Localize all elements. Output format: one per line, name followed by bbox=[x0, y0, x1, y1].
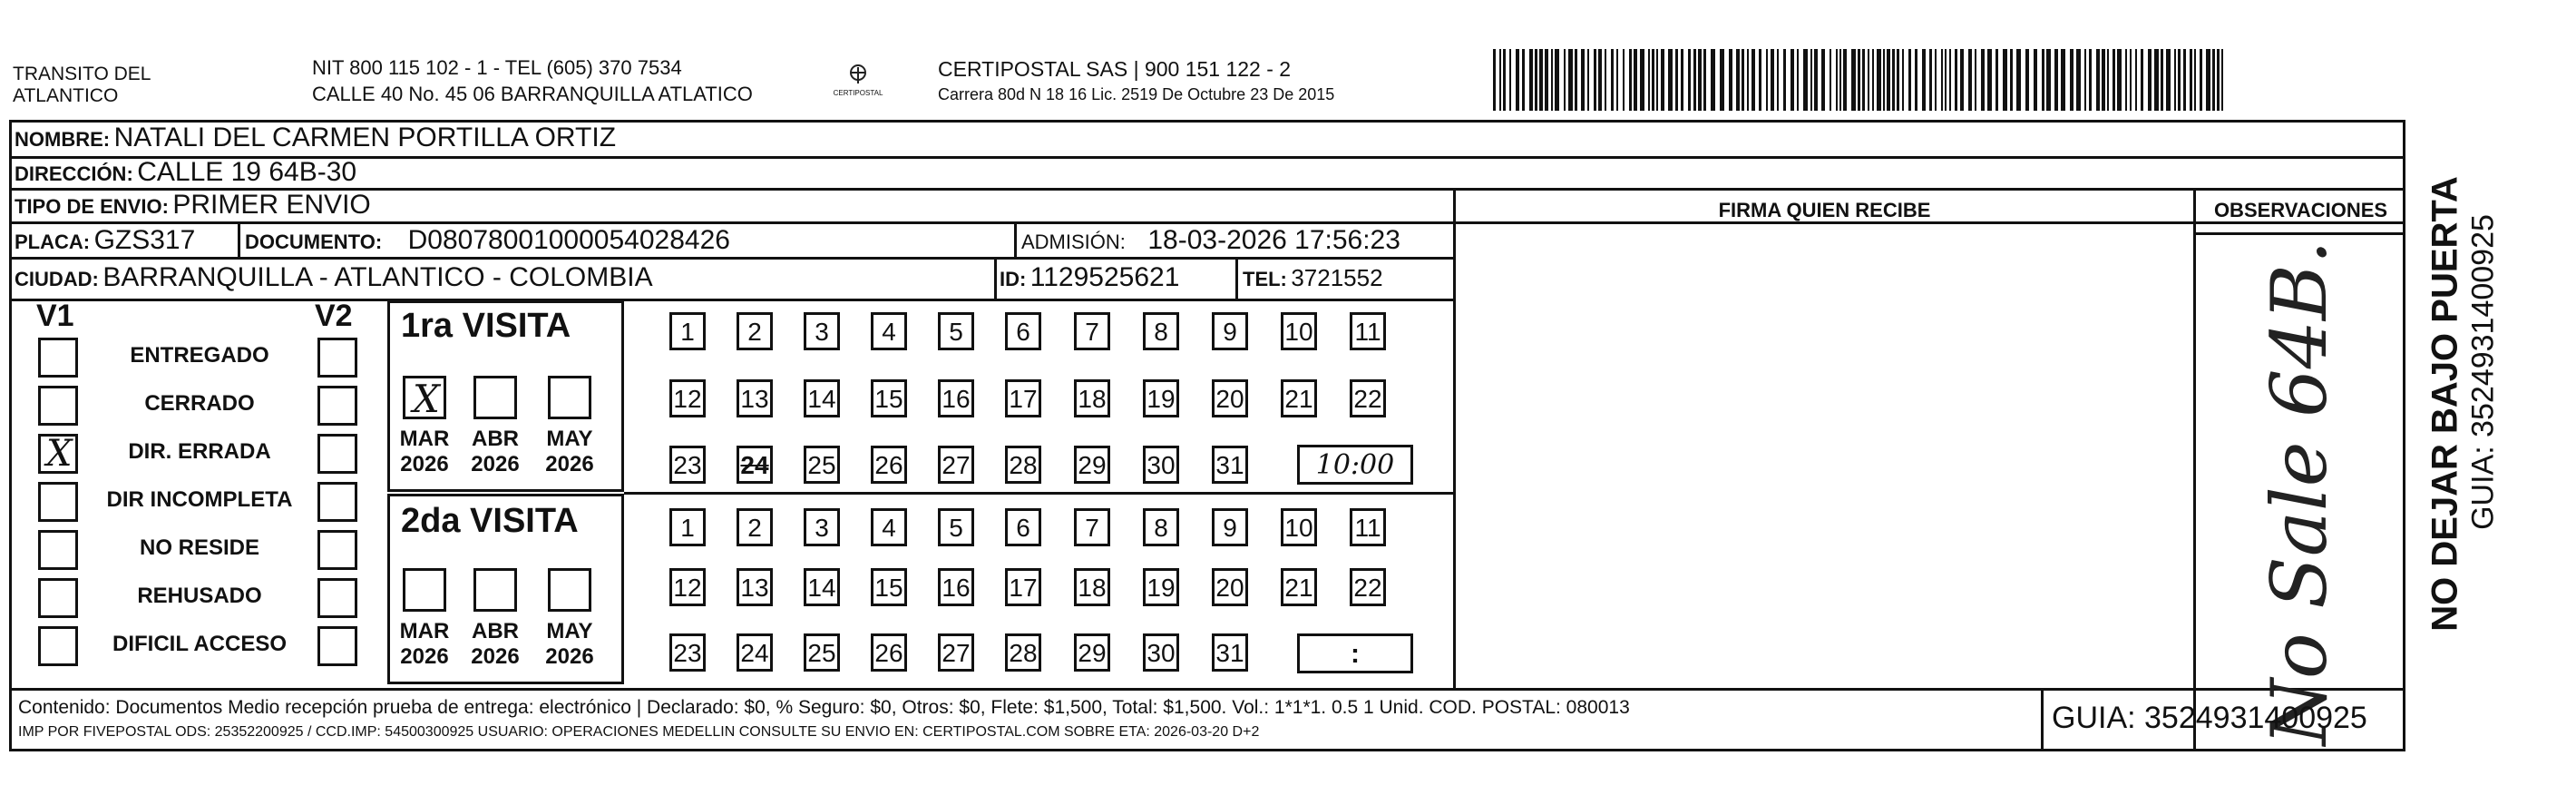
barcode-bar bbox=[1915, 49, 1917, 111]
barcode-bar bbox=[1759, 49, 1761, 111]
barcode-bar bbox=[2141, 49, 2143, 111]
barcode-bar bbox=[1688, 49, 1691, 111]
barcode-bar bbox=[1908, 49, 1911, 111]
barcode-bar bbox=[2183, 49, 2186, 111]
visit2-month-label bbox=[463, 619, 527, 670]
certipostal-logo bbox=[822, 58, 894, 105]
barcode-bar bbox=[1814, 49, 1818, 111]
admission-cell bbox=[1021, 221, 1400, 258]
visit2-day-box[interactable]: 13 bbox=[737, 568, 773, 606]
plate-cell bbox=[15, 221, 195, 258]
barcode-bar bbox=[1877, 49, 1881, 111]
visit2-day-box[interactable]: 9 bbox=[1212, 508, 1248, 546]
barcode-bar bbox=[2174, 49, 2176, 111]
barcode-bar bbox=[1868, 49, 1869, 111]
side-guia: GUIA: 3524931400925 bbox=[2465, 214, 2501, 530]
city: BARRANQUILLA - ATLANTICO - COLOMBIA bbox=[102, 262, 653, 292]
visit1-day-box[interactable]: 28 bbox=[1005, 446, 1041, 484]
visit1-day-box-checked[interactable]: 24 bbox=[737, 446, 773, 484]
visit2-day-box[interactable]: 14 bbox=[804, 568, 840, 606]
status-option-label: ENTREGADO bbox=[130, 343, 269, 368]
barcode-bar bbox=[2084, 49, 2086, 111]
visit2-day-box[interactable]: 16 bbox=[938, 568, 974, 606]
recipient-tel: 3721552 bbox=[1291, 264, 1383, 291]
barcode-bar bbox=[2148, 49, 2152, 111]
barcode-bar bbox=[2166, 49, 2171, 111]
barcode-bar bbox=[1960, 49, 1964, 111]
visit1-day-box[interactable]: 9 bbox=[1212, 312, 1248, 350]
barcode-bar bbox=[1968, 49, 1972, 111]
visit1-month-year: 2026 bbox=[471, 452, 520, 476]
visit1-day-box[interactable]: 18 bbox=[1074, 379, 1110, 417]
barcode-bar bbox=[1892, 49, 1895, 111]
barcode-bar bbox=[1575, 49, 1577, 111]
v2-checkbox[interactable] bbox=[317, 530, 357, 570]
visit1-day-box[interactable]: 3 bbox=[804, 312, 840, 350]
visit2-day-box[interactable]: 27 bbox=[938, 633, 974, 672]
admission-datetime: 18-03-2026 17:56:23 bbox=[1147, 225, 1400, 255]
city-cell bbox=[15, 257, 653, 299]
logo-text: CERTIPOSTAL bbox=[833, 89, 883, 97]
visit2-day-box[interactable]: 1 bbox=[669, 508, 706, 546]
status-option-label: NO RESIDE bbox=[139, 535, 260, 560]
visit1-day-box[interactable]: 15 bbox=[871, 379, 907, 417]
visit2-time: : bbox=[1351, 639, 1360, 669]
barcode-bar bbox=[1693, 49, 1696, 111]
v1-label: V1 bbox=[36, 299, 74, 333]
barcode-bar bbox=[1516, 49, 1519, 111]
barcode-bar bbox=[2054, 49, 2058, 111]
visit1-month-checkbox[interactable] bbox=[473, 376, 517, 419]
barcode-bar bbox=[1945, 49, 1947, 111]
visit2-day-box[interactable]: 30 bbox=[1143, 633, 1179, 672]
visit2-time-box[interactable] bbox=[1297, 633, 1413, 673]
visit1-day-box[interactable]: 8 bbox=[1143, 312, 1179, 350]
visit2-day-box[interactable]: 21 bbox=[1281, 568, 1317, 606]
visit1-day-box[interactable]: 21 bbox=[1281, 379, 1317, 417]
visit1-day-box[interactable]: 7 bbox=[1074, 312, 1110, 350]
barcode-bar bbox=[2125, 49, 2127, 111]
barcode-bar bbox=[1935, 49, 1937, 111]
barcode-bar bbox=[1771, 49, 1774, 111]
barcode-bar bbox=[1839, 49, 1841, 111]
issuer-line-1: TRANSITO DEL bbox=[13, 64, 151, 84]
visit2-day-box[interactable]: 2 bbox=[737, 508, 773, 546]
barcode-bar bbox=[2061, 49, 2065, 111]
issuer-address: CALLE 40 No. 45 06 BARRANQUILLA ATLATICO bbox=[312, 83, 753, 105]
barcode-bar bbox=[1529, 49, 1533, 111]
barcode-bar bbox=[1862, 49, 1865, 111]
barcode-bar bbox=[1555, 49, 1559, 111]
visit1-day-box[interactable]: 16 bbox=[938, 379, 974, 417]
address-row bbox=[15, 156, 356, 189]
name-label: NOMBRE: bbox=[15, 128, 111, 151]
observations-header: OBSERVACIONES bbox=[2213, 199, 2388, 221]
barcode-bar bbox=[2135, 49, 2137, 111]
barcode-bar bbox=[1493, 49, 1496, 111]
v1-checkbox[interactable] bbox=[38, 338, 78, 378]
visit1-month-label bbox=[463, 427, 527, 477]
barcode-bar bbox=[1872, 49, 1874, 111]
visit2-month-checkbox[interactable] bbox=[473, 568, 517, 612]
visit1-time-box[interactable] bbox=[1297, 445, 1413, 485]
barcode-bar bbox=[1535, 49, 1537, 111]
barcode-bar bbox=[2200, 49, 2202, 111]
visit2-day-box[interactable]: 18 bbox=[1074, 568, 1110, 606]
barcode-bar bbox=[1981, 49, 1985, 111]
barcode-bar bbox=[1509, 49, 1511, 111]
visit2-day-box[interactable]: 12 bbox=[669, 568, 706, 606]
visit2-month-year: 2026 bbox=[400, 644, 449, 669]
plate-label: PLACA: bbox=[15, 231, 91, 253]
barcode-bar bbox=[1949, 49, 1951, 111]
barcode-bar bbox=[2212, 49, 2215, 111]
barcode-bar bbox=[1883, 49, 1885, 111]
barcode-bar bbox=[2217, 49, 2220, 111]
v1-checkbox[interactable] bbox=[38, 530, 78, 570]
observations-area[interactable] bbox=[2196, 235, 2403, 751]
city-label: CIUDAD: bbox=[15, 268, 99, 290]
visit1-month-name: MAR bbox=[399, 427, 450, 451]
barcode-bar bbox=[1539, 49, 1543, 111]
visit1-day-box[interactable]: 11 bbox=[1350, 312, 1386, 350]
barcode-bar bbox=[1851, 49, 1856, 111]
recipient-address: CALLE 19 64B-30 bbox=[137, 157, 357, 187]
visit2-day-box[interactable]: 26 bbox=[871, 633, 907, 672]
status-option-label: REHUSADO bbox=[137, 584, 262, 608]
barcode-bar bbox=[2016, 49, 2021, 111]
visit1-day-box[interactable]: 1 bbox=[669, 312, 706, 350]
barcode-bar bbox=[2154, 49, 2159, 111]
visit1-day-box[interactable]: 23 bbox=[669, 446, 706, 484]
barcode-bar bbox=[1652, 49, 1654, 111]
v1-checkbox[interactable] bbox=[38, 578, 78, 618]
barcode-bar bbox=[2221, 49, 2223, 111]
visit2-month-label bbox=[538, 619, 601, 670]
barcode-bar bbox=[2046, 49, 2051, 111]
barcode-bar bbox=[2113, 49, 2115, 111]
barcode-bar bbox=[1922, 49, 1926, 111]
barcode-bar bbox=[1747, 49, 1749, 111]
side-warning: NO DEJAR BAJO PUERTA bbox=[2425, 176, 2465, 632]
visit1-month-year: 2026 bbox=[400, 452, 449, 476]
status-option-label: DIR. ERRADA bbox=[128, 439, 271, 464]
visit2-day-box[interactable]: 22 bbox=[1350, 568, 1386, 606]
visit1-month-checkbox[interactable] bbox=[548, 376, 591, 419]
barcode-bar bbox=[1729, 49, 1732, 111]
tel-label: TEL: bbox=[1243, 268, 1287, 290]
barcode-bar bbox=[1564, 49, 1566, 111]
status-option-label: CERRADO bbox=[144, 391, 255, 416]
v2-checkbox[interactable] bbox=[317, 482, 357, 522]
visit1-day-box[interactable]: 22 bbox=[1350, 379, 1386, 417]
barcode bbox=[1493, 49, 2230, 111]
tel-cell bbox=[1243, 257, 1383, 299]
v2-checkbox[interactable] bbox=[317, 626, 357, 666]
barcode-bar bbox=[1783, 49, 1786, 111]
barcode-bar bbox=[1640, 49, 1644, 111]
barcode-bar bbox=[1955, 49, 1957, 111]
v1-checkbox[interactable] bbox=[38, 386, 78, 426]
barcode-bar bbox=[1929, 49, 1932, 111]
barcode-bar bbox=[1668, 49, 1673, 111]
visit2-day-box[interactable]: 24 bbox=[737, 633, 773, 672]
v2-label: V2 bbox=[315, 299, 353, 333]
barcode-bar bbox=[1836, 49, 1838, 111]
v1-check-mark: X bbox=[46, 433, 73, 475]
visit2-month-checkbox[interactable] bbox=[548, 568, 591, 612]
visit2-day-box[interactable]: 25 bbox=[804, 633, 840, 672]
barcode-bar bbox=[1551, 49, 1553, 111]
visit2-month-name: MAR bbox=[399, 619, 450, 643]
visit1-day-box[interactable]: 20 bbox=[1212, 379, 1248, 417]
admission-label: ADMISIÓN: bbox=[1021, 231, 1126, 253]
barcode-bar bbox=[1742, 49, 1744, 111]
barcode-bar bbox=[1605, 49, 1606, 111]
barcode-bar bbox=[2161, 49, 2163, 111]
courier-name: CERTIPOSTAL SAS | 900 151 122 - 2 bbox=[938, 57, 1292, 81]
visit2-day-box[interactable]: 5 bbox=[938, 508, 974, 546]
visit1-day-box[interactable]: 31 bbox=[1212, 446, 1248, 484]
visit2-day-box[interactable]: 19 bbox=[1143, 568, 1179, 606]
barcode-bar bbox=[2102, 49, 2105, 111]
barcode-bar bbox=[1751, 49, 1755, 111]
barcode-bar bbox=[2096, 49, 2100, 111]
barcode-bar bbox=[1629, 49, 1632, 111]
visit2-day-box[interactable]: 23 bbox=[669, 633, 706, 672]
barcode-bar bbox=[1843, 49, 1847, 111]
visit1-day-box[interactable]: 10 bbox=[1281, 312, 1317, 350]
document-label: DOCUMENTO: bbox=[245, 231, 383, 253]
barcode-bar bbox=[1711, 49, 1715, 111]
barcode-bar bbox=[1503, 49, 1506, 111]
barcode-bar bbox=[1656, 49, 1658, 111]
visit2-day-box[interactable]: 20 bbox=[1212, 568, 1248, 606]
issuer-name bbox=[13, 64, 151, 107]
barcode-bar bbox=[1581, 49, 1585, 111]
courier-license: Carrera 80d N 18 16 Lic. 2519 De Octubre 23 De 2015 bbox=[938, 85, 1335, 103]
logo-icon bbox=[822, 58, 894, 105]
visit2-day-box[interactable]: 15 bbox=[871, 568, 907, 606]
barcode-bar bbox=[1598, 49, 1602, 111]
barcode-bar bbox=[1522, 49, 1525, 111]
id-cell bbox=[1000, 257, 1179, 299]
barcode-bar bbox=[2042, 49, 2044, 111]
visit2-day-box[interactable]: 31 bbox=[1212, 633, 1248, 672]
document-number: D08078001000054028426 bbox=[407, 225, 730, 255]
barcode-bar bbox=[1634, 49, 1637, 111]
document-cell bbox=[245, 221, 730, 258]
barcode-bar bbox=[2076, 49, 2081, 111]
status-option-label: DIR INCOMPLETA bbox=[106, 487, 293, 512]
visit2-day-box[interactable]: 10 bbox=[1281, 508, 1317, 546]
barcode-bar bbox=[1681, 49, 1683, 111]
recipient-name: NATALI DEL CARMEN PORTILLA ORTIZ bbox=[113, 123, 617, 152]
visit2-day-box[interactable]: 28 bbox=[1005, 633, 1041, 672]
visit2-day-box[interactable]: 3 bbox=[804, 508, 840, 546]
v1-checkbox[interactable] bbox=[38, 482, 78, 522]
visit2-day-box[interactable]: 11 bbox=[1350, 508, 1386, 546]
issuer-nit: NIT 800 115 102 - 1 - TEL (605) 370 7534 bbox=[312, 56, 682, 79]
visit2-day-box[interactable]: 7 bbox=[1074, 508, 1110, 546]
v2-checkbox[interactable] bbox=[317, 338, 357, 378]
barcode-bar bbox=[1803, 49, 1808, 111]
visit1-month-name: MAY bbox=[546, 427, 593, 451]
recipient-id: 1129525621 bbox=[1029, 262, 1180, 292]
barcode-bar bbox=[2003, 49, 2007, 111]
barcode-bar bbox=[2034, 49, 2037, 111]
barcode-bar bbox=[1568, 49, 1573, 111]
barcode-bar bbox=[1766, 49, 1768, 111]
shipment-type-row bbox=[15, 188, 371, 221]
signature-area[interactable] bbox=[1457, 234, 2191, 686]
visit1-day-box[interactable]: 5 bbox=[938, 312, 974, 350]
barcode-bar bbox=[1858, 49, 1860, 111]
visit2-day-box[interactable]: 17 bbox=[1005, 568, 1041, 606]
visit1-day-box[interactable]: 27 bbox=[938, 446, 974, 484]
visit2-month-checkbox[interactable] bbox=[403, 568, 446, 612]
barcode-bar bbox=[1594, 49, 1596, 111]
visit2-month-label bbox=[393, 619, 456, 670]
visit2-day-box[interactable]: 4 bbox=[871, 508, 907, 546]
barcode-bar bbox=[2025, 49, 2029, 111]
visit1-day-box[interactable]: 25 bbox=[804, 446, 840, 484]
visit1-day-box[interactable]: 26 bbox=[871, 446, 907, 484]
visit1-month-name: ABR bbox=[472, 427, 519, 451]
visit1-day-box[interactable]: 2 bbox=[737, 312, 773, 350]
barcode-bar bbox=[1830, 49, 1831, 111]
barcode-bar bbox=[1791, 49, 1794, 111]
visit2-title: 2da VISITA bbox=[401, 502, 579, 540]
barcode-bar bbox=[1777, 49, 1779, 111]
visit2-month-name: ABR bbox=[472, 619, 519, 643]
print-line: IMP POR FIVEPOSTAL ODS: 25352200925 / CCD.IMP: 54500300925 USUARIO: OPERACIONES MEDELLIN CONSULTE SU ENVIO EN: CERTIPOSTAL.COM SOBRE ETA: 2026-03-20 D+2 bbox=[18, 724, 1260, 740]
visit2-month-year: 2026 bbox=[471, 644, 520, 669]
name-row bbox=[15, 120, 616, 156]
barcode-bar bbox=[1975, 49, 1976, 111]
barcode-bar bbox=[1545, 49, 1548, 111]
visit1-time: 10:00 bbox=[1315, 449, 1395, 481]
barcode-bar bbox=[2089, 49, 2092, 111]
barcode-bar bbox=[1648, 49, 1650, 111]
barcode-bar bbox=[1736, 49, 1740, 111]
barcode-bar bbox=[2178, 49, 2181, 111]
visit2-day-box[interactable]: 8 bbox=[1143, 508, 1179, 546]
visit1-day-box[interactable]: 13 bbox=[737, 379, 773, 417]
address-label: DIRECCIÓN: bbox=[15, 162, 133, 185]
barcode-bar bbox=[2010, 49, 2013, 111]
visit2-day-box[interactable]: 29 bbox=[1074, 633, 1110, 672]
visit1-day-box[interactable]: 12 bbox=[669, 379, 706, 417]
barcode-bar bbox=[1587, 49, 1589, 111]
visit2-day-box[interactable]: 6 bbox=[1005, 508, 1041, 546]
v1-checkbox[interactable] bbox=[38, 434, 78, 474]
barcode-bar bbox=[1897, 49, 1899, 111]
barcode-bar bbox=[2117, 49, 2122, 111]
visit1-month-check-mark: X bbox=[413, 377, 440, 421]
visit1-day-box[interactable]: 4 bbox=[871, 312, 907, 350]
barcode-bar bbox=[2194, 49, 2196, 111]
v2-checkbox[interactable] bbox=[317, 434, 357, 474]
visit2-month-name: MAY bbox=[546, 619, 593, 643]
v2-checkbox[interactable] bbox=[317, 386, 357, 426]
barcode-bar bbox=[2206, 49, 2210, 111]
barcode-bar bbox=[1941, 49, 1943, 111]
barcode-bar bbox=[1703, 49, 1706, 111]
shipment-type: PRIMER ENVIO bbox=[172, 190, 371, 220]
visit1-day-box[interactable]: 17 bbox=[1005, 379, 1041, 417]
plate: GZS317 bbox=[93, 225, 196, 255]
v2-checkbox[interactable] bbox=[317, 578, 357, 618]
handwritten-observation: No Sale 64B. bbox=[2255, 240, 2344, 746]
visit1-day-box[interactable]: 19 bbox=[1143, 379, 1179, 417]
barcode-bar bbox=[1611, 49, 1614, 111]
content-line: Contenido: Documentos Medio recepción prueba de entrega: electrónico | Declarado: $0, % Seguro: $0, Otros: $0, Flete: $1,500, Total: $1,500. Vol.: 1*1*1. 0.5 1 Unid. COD. POSTAL: 080013 bbox=[18, 697, 1630, 718]
barcode-bar bbox=[1902, 49, 1904, 111]
barcode-bar bbox=[1675, 49, 1678, 111]
visit1-month-label bbox=[538, 427, 601, 477]
visit1-month-label bbox=[393, 427, 456, 477]
visit1-day-box[interactable]: 14 bbox=[804, 379, 840, 417]
visit1-month-year: 2026 bbox=[545, 452, 594, 476]
barcode-bar bbox=[1821, 49, 1825, 111]
visit1-day-box[interactable]: 6 bbox=[1005, 312, 1041, 350]
barcode-bar bbox=[1616, 49, 1618, 111]
barcode-bar bbox=[1499, 49, 1501, 111]
barcode-bar bbox=[1698, 49, 1702, 111]
v1-checkbox[interactable] bbox=[38, 626, 78, 666]
barcode-bar bbox=[1661, 49, 1664, 111]
barcode-bar bbox=[1720, 49, 1724, 111]
visit2-month-year: 2026 bbox=[545, 644, 594, 669]
issuer-line-2: ATLANTICO bbox=[13, 85, 119, 106]
barcode-bar bbox=[1995, 49, 1998, 111]
barcode-bar bbox=[2130, 49, 2132, 111]
shipment-type-label: TIPO DE ENVIO: bbox=[15, 195, 169, 218]
status-option-label: DIFICIL ACCESO bbox=[112, 632, 287, 656]
barcode-bar bbox=[2070, 49, 2073, 111]
barcode-bar bbox=[1797, 49, 1799, 111]
barcode-bar bbox=[2107, 49, 2109, 111]
signature-header: FIRMA QUIEN RECIBE bbox=[1718, 199, 1931, 221]
visit1-month-checkbox[interactable] bbox=[403, 376, 446, 419]
visit1-day-box[interactable]: 30 bbox=[1143, 446, 1179, 484]
barcode-bar bbox=[2190, 49, 2192, 111]
visit1-day-box[interactable]: 29 bbox=[1074, 446, 1110, 484]
id-label: ID: bbox=[1000, 268, 1027, 290]
footer-guia: GUIA: 3524931400925 bbox=[2052, 701, 2367, 735]
barcode-bar bbox=[1623, 49, 1625, 111]
barcode-bar bbox=[1987, 49, 1992, 111]
visit1-title: 1ra VISITA bbox=[401, 307, 571, 345]
barcode-bar bbox=[1887, 49, 1890, 111]
barcode-bar bbox=[1810, 49, 1812, 111]
